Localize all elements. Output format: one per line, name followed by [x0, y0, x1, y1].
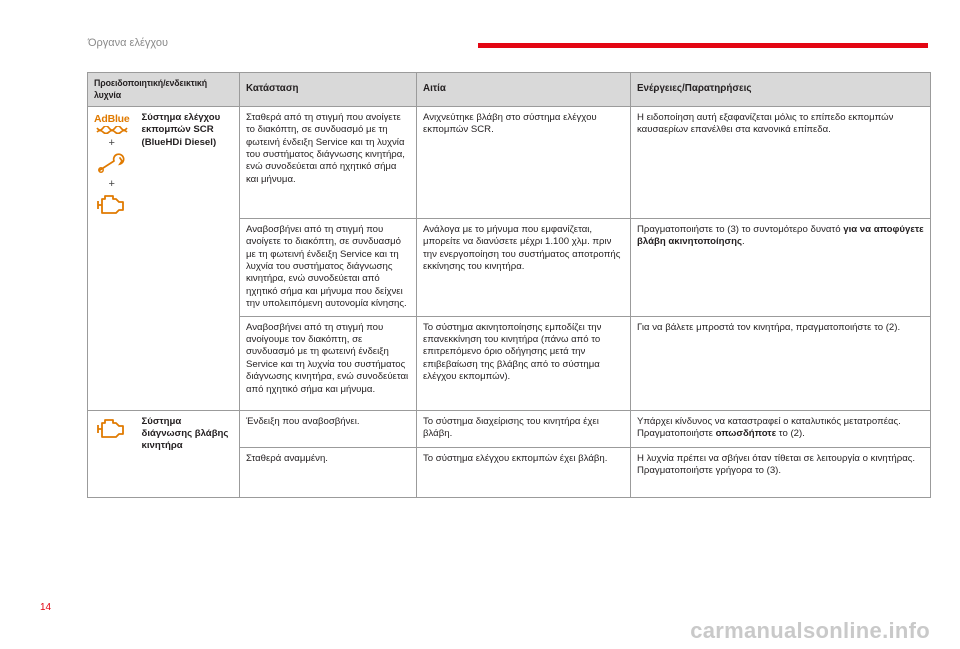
state-cell: Αναβοσβήνει από τη στιγμή που ανοίγετε το διακόπτη, σε συνδυασμό με τη φωτεινή ένδειξη Service και τη λυχνία του συστήματος διάγνωσης κινητήρα, ενώ συνοδεύεται από ηχητικό σήμα και μήνυμα που δείχνει την υπολειπόμενη αυτονομία κίνησης. [240, 218, 417, 316]
scr-icons-cell [88, 106, 136, 410]
action-text-end: το (2). [776, 428, 805, 440]
adblue-icon: AdBlue [93, 112, 130, 125]
state-cell: Ένδειξη που αναβοσβήνει. [240, 410, 417, 447]
column-header-lamp: Προειδοποιητική/ενδεικτική λυχνία [88, 73, 240, 107]
action-cell [631, 218, 931, 316]
action-cell: Η ειδοποίηση αυτή εξαφανίζεται μόλις το επίπεδο εκπομπών καυσαερίων επανέλθει στα κανονικά επίπεδα. [631, 106, 931, 218]
table-row [88, 410, 931, 447]
cause-cell: Το σύστημα ακινητοποίησης εμποδίζει την επανεκκίνηση του κινητήρα (πάνω από το επιτρεπόμενο όριο οδήγησης μετά την επιβεβαίωση της βλάβης από το σύστημα ελέγχου εκπομπών). [417, 316, 631, 410]
warning-lamps-table [87, 72, 931, 498]
table-header-row [88, 73, 931, 107]
adblue-wave-icon [95, 126, 129, 134]
engine-icon-cell [88, 410, 136, 497]
state-cell: Αναβοσβήνει από τη στιγμή που ανοίγουμε τον διακόπτη, σε συνδυασμό με τη φωτεινή ένδειξη Service και τη λυχνία του συστήματος διάγνωσης κινητήρα, ενώ συνοδεύεται από ηχητικό σήμα και μήνυμα. [240, 316, 417, 410]
action-emphasis: οπωσδήποτε [715, 428, 777, 440]
state-cell: Σταθερά αναμμένη. [240, 447, 417, 497]
table-row [88, 106, 931, 218]
action-cell [631, 410, 931, 447]
action-text: Υπάρχει κίνδυνος να καταστραφεί ο καταλυτικός μετατροπέας. Πραγματοποιήστε [637, 415, 901, 440]
action-cell: Για να βάλετε μπροστά τον κινητήρα, πραγματοποιήστε το (2). [631, 316, 931, 410]
state-cell: Σταθερά από τη στιγμή που ανοίγετε το διακόπτη, σε συνδυασμό με τη φωτεινή ένδειξη Service και τη λυχνία του συστήματος διάγνωσης κινητήρα, ενώ συνοδεύεται από ηχητικό σήμα και μήνυμα. [240, 106, 417, 218]
action-text: Πραγματοποιήστε το (3) το συντομότερο δυνατό [637, 223, 844, 235]
column-header-action: Ενέργειες/Παρατηρήσεις [631, 73, 931, 107]
scr-system-name: Σύστημα ελέγχου εκπομπών SCR (BlueHDi Diesel) [136, 106, 240, 410]
column-header-cause: Αιτία [417, 73, 631, 107]
page-section-title: Όργανα ελέγχου [88, 37, 168, 49]
page-number: 14 [40, 602, 52, 613]
cause-cell: Το σύστημα ελέγχου εκπομπών έχει βλάβη. [417, 447, 631, 497]
header-accent-bar [478, 43, 928, 48]
engine-diagnosis-icon [95, 417, 129, 439]
plus-sign: + [108, 137, 115, 150]
cause-cell: Το σύστημα διαχείρισης του κινητήρα έχει βλάβη. [417, 410, 631, 447]
plus-sign: + [108, 177, 115, 190]
cause-cell: Ανιχνεύτηκε βλάβη στο σύστημα ελέγχου εκπομπών SCR. [417, 106, 631, 218]
service-wrench-icon [97, 153, 127, 175]
column-header-state: Κατάσταση [240, 73, 417, 107]
watermark: carmanualsonline.info [690, 618, 930, 643]
engine-system-name: Σύστημα διάγνωσης βλάβης κινητήρα [136, 410, 240, 497]
engine-diagnosis-icon [95, 193, 129, 215]
action-cell: Η λυχνία πρέπει να σβήνει όταν τίθεται σε λειτουργία ο κινητήρας. Πραγματοποιήστε γρήγορα το (3). [631, 447, 931, 497]
action-emphasis: για να αποφύγετε βλάβη ακινητοποίησης [637, 223, 924, 248]
action-text-end: . [741, 236, 745, 248]
cause-cell: Ανάλογα με το μήνυμα που εμφανίζεται, μπορείτε να διανύσετε μέχρι 1.100 χλμ. πριν την ενεργοποίηση του συστήματος αποτροπής εκκίνησης του κινητήρα. [417, 218, 631, 316]
